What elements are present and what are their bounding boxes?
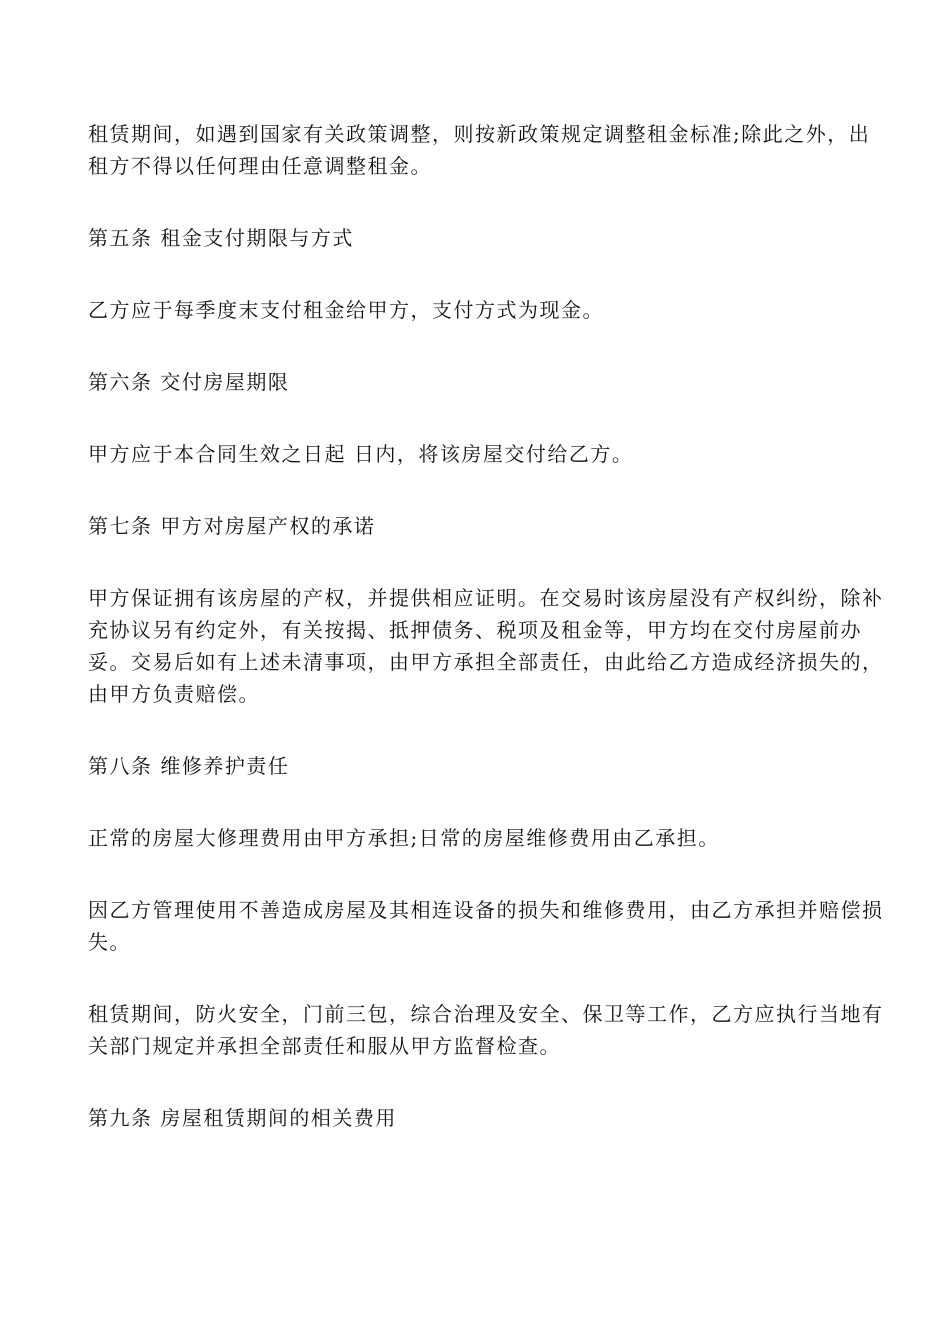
document-body	[88, 118, 888, 1174]
heading-article-9: 第九条 房屋租赁期间的相关费用	[88, 1106, 397, 1130]
heading-article-8: 第八条 维修养护责任	[88, 754, 290, 778]
heading-article-6: 第六条 交付房屋期限	[88, 370, 290, 394]
paragraph-property-rights: 甲方保证拥有该房屋的产权，并提供相应证明。在交易时该房屋没有产权纠纷，除补充协议另有约定外，有关按揭、抵押债务、税项及租金等，甲方均在交付房屋前办妥。交易后如有上述未清事项，由甲方承担全部责任，由此给乙方造成经济损失的，由甲方负责赔偿。	[88, 586, 884, 706]
paragraph-delivery-term: 甲方应于本合同生效之日起 日内，将该房屋交付给乙方。	[88, 442, 634, 466]
heading-article-7: 第七条 甲方对房屋产权的承诺	[88, 514, 376, 538]
paragraph-safety-duties: 租赁期间，防火安全，门前三包，综合治理及安全、保卫等工作，乙方应执行当地有关部门规定并承担全部责任和服从甲方监督检查。	[88, 1002, 884, 1058]
paragraph-payment-method: 乙方应于每季度末支付租金给甲方，支付方式为现金。	[88, 298, 604, 322]
paragraph-repair-costs: 正常的房屋大修理费用由甲方承担;日常的房屋维修费用由乙承担。	[88, 826, 720, 850]
paragraph-rent-adjustment: 租赁期间，如遇到国家有关政策调整，则按新政策规定调整租金标准;除此之外，出租方不得以任何理由任意调整租金。	[88, 122, 871, 178]
paragraph-damage-liability: 因乙方管理使用不善造成房屋及其相连设备的损失和维修费用，由乙方承担并赔偿损失。	[88, 898, 884, 954]
heading-article-5: 第五条 租金支付期限与方式	[88, 226, 354, 250]
